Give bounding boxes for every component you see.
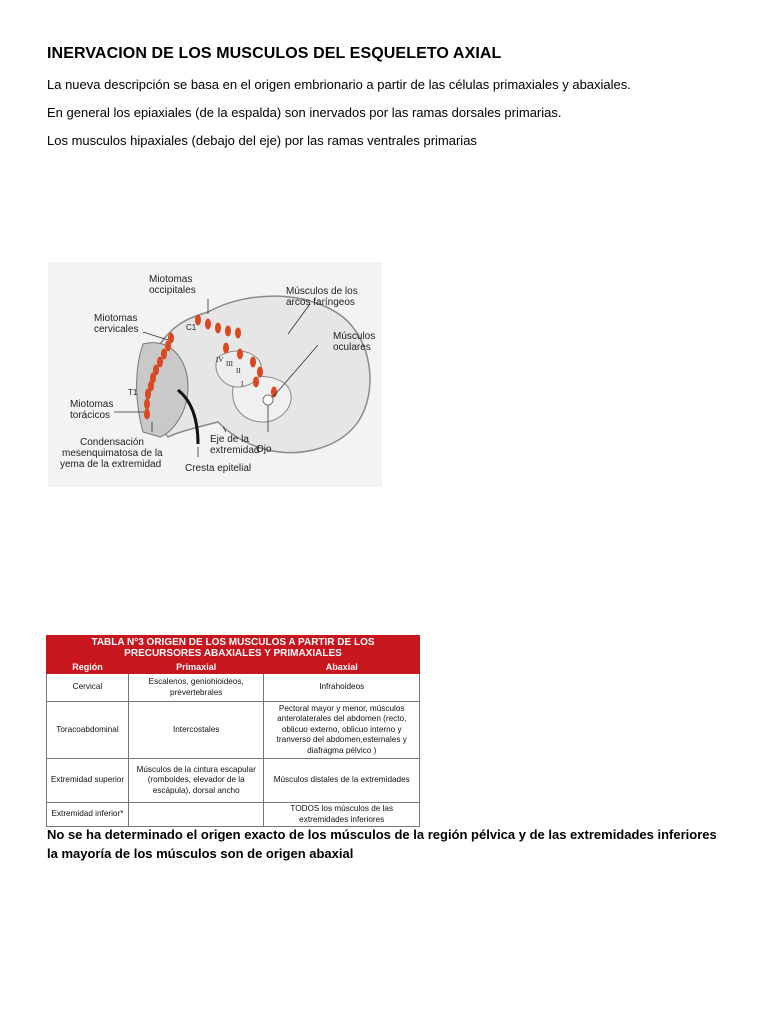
table-cell: Toracoabdominal bbox=[47, 702, 129, 759]
embryo-diagram bbox=[48, 262, 382, 487]
label-c1: C1 bbox=[186, 323, 197, 332]
myotome-block bbox=[144, 399, 150, 410]
table-row bbox=[47, 674, 420, 702]
myotome-block bbox=[225, 326, 231, 337]
label-musculos-oculares-1: Músculos bbox=[333, 331, 376, 342]
label-condensacion-3: yema de la extremidad bbox=[60, 459, 162, 470]
label-miotomas-occipitales-1: Miotomas bbox=[149, 274, 193, 285]
table-caption-line-1: TABLA N°3 ORIGEN DE LOS MUSCULOS A PARTIR DE LOS bbox=[91, 637, 375, 648]
muscle-origin-table bbox=[46, 635, 420, 827]
table-header-abaxial: Abaxial bbox=[264, 661, 420, 674]
label-condensacion-1: Condensación bbox=[80, 437, 144, 448]
myotome-block bbox=[144, 409, 150, 420]
muscle-origin-table-wrap bbox=[46, 635, 420, 827]
label-t1: T1 bbox=[128, 388, 138, 397]
myotome-block bbox=[253, 377, 259, 388]
myotome-block bbox=[205, 319, 211, 330]
table-cell: Cervical bbox=[47, 674, 129, 702]
myotome-block bbox=[145, 389, 151, 400]
label-musculos-arcos-1: Músculos de los bbox=[286, 286, 358, 297]
label-iv: IV bbox=[216, 356, 224, 364]
myotome-block bbox=[235, 328, 241, 339]
table-header-region: Región bbox=[47, 661, 129, 674]
table-caption bbox=[47, 636, 420, 661]
eye-circle bbox=[263, 395, 273, 405]
table-cell: Escalenos, geniohioideos, prevertebrales bbox=[128, 674, 264, 702]
table-cell: Intercostales bbox=[128, 702, 264, 759]
embryo-myotome-figure bbox=[48, 262, 382, 487]
myotome-block bbox=[215, 323, 221, 334]
table-cell: Músculos distales de la extremidades bbox=[264, 759, 420, 803]
table-cell: Infrahoideos bbox=[264, 674, 420, 702]
conclusion-paragraph: No se ha determinado el origen exacto de los músculos de la región pélvica y de las extremidades inferiores la mayoría de los músculos son de origen abaxial bbox=[47, 827, 717, 861]
table-cell: Extremidad inferior* bbox=[47, 803, 129, 827]
paragraph-1: La nueva descripción se basa en el origen embrionario a partir de las células primaxiales y abaxiales. bbox=[47, 77, 631, 92]
label-ojo: Ojo bbox=[256, 444, 272, 455]
table-row bbox=[47, 803, 420, 827]
paragraph-3: Los musculos hipaxiales (debajo del eje) por las ramas ventrales primarias bbox=[47, 133, 477, 148]
page-title: INERVACION DE LOS MUSCULOS DEL ESQUELETO AXIAL bbox=[47, 45, 502, 62]
label-musculos-arcos-2: arcos faríngeos bbox=[286, 297, 355, 308]
myotome-block bbox=[257, 367, 263, 378]
label-miotomas-cervicales-2: cervicales bbox=[94, 324, 139, 335]
label-miotomas-cervicales-1: Miotomas bbox=[94, 313, 138, 324]
label-iii: III bbox=[226, 360, 233, 368]
label-miotomas-toracicos-1: Miotomas bbox=[70, 399, 114, 410]
label-i: I bbox=[241, 380, 244, 388]
myotome-block bbox=[223, 343, 229, 354]
label-miotomas-occipitales-2: occipitales bbox=[149, 285, 196, 296]
label-cresta-epitelial: Cresta epitelial bbox=[185, 463, 252, 474]
table-cell: Extremidad superior bbox=[47, 759, 129, 803]
label-eje-1: Eje de la bbox=[210, 434, 249, 445]
table-cell: Músculos de la cintura escapular (romboides, elevador de la escápula), dorsal ancho bbox=[128, 759, 264, 803]
label-musculos-oculares-2: oculares bbox=[333, 342, 371, 353]
label-eje-2: extremidad bbox=[210, 445, 260, 456]
label-ii: II bbox=[236, 367, 241, 375]
table-row bbox=[47, 759, 420, 803]
table-row bbox=[47, 702, 420, 759]
table-cell: TODOS los músculos de las extremidades inferiores bbox=[264, 803, 420, 827]
paragraph-2: En general los epiaxiales (de la espalda) son inervados por las ramas dorsales primarias. bbox=[47, 105, 562, 120]
label-miotomas-toracicos-2: torácicos bbox=[70, 410, 111, 421]
table-caption-line-2: PRECURSORES ABAXIALES Y PRIMAXIALES bbox=[124, 648, 342, 659]
table-header-primaxial: Primaxial bbox=[128, 661, 264, 674]
table-cell bbox=[128, 803, 264, 827]
myotome-block bbox=[237, 349, 243, 360]
label-condensacion-2: mesenquimatosa de la bbox=[62, 448, 163, 459]
table-cell: Pectoral mayor y menor, músculos anterolaterales del abdomen (recto, oblicuo externo, oblicuo interno y tranverso del abdomen,esternales y diafragma pélvico ) bbox=[264, 702, 420, 759]
myotome-block bbox=[250, 357, 256, 368]
